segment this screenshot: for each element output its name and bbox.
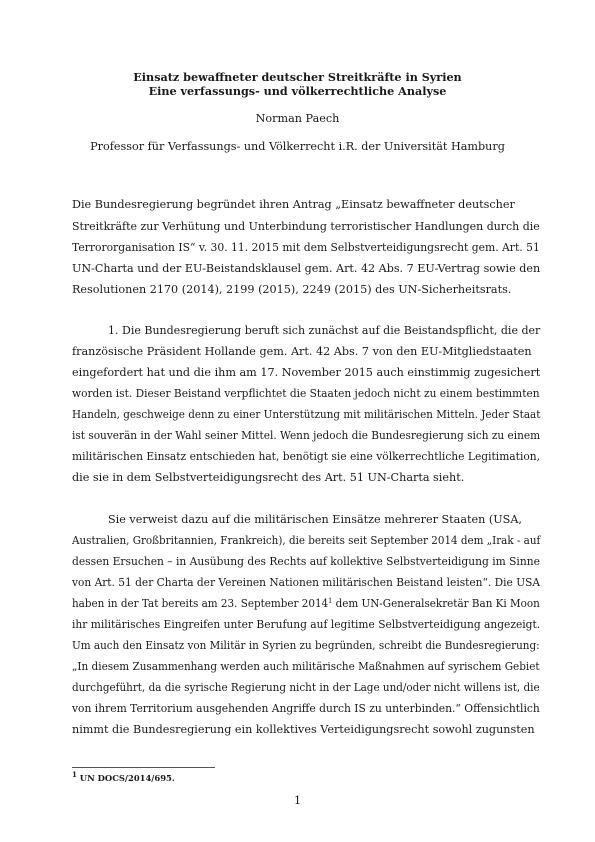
footnote-marker: 1: [72, 770, 77, 779]
text-line: Terrororganisation IS“ v. 30. 11. 2015 mit dem Selbstverteidigungsrecht gem. Art. 51: [72, 241, 540, 254]
text-line: UN-Charta und der EU-Beistandsklausel gem. Art. 42 Abs. 7 EU-Vertrag sowie den: [72, 262, 541, 275]
text-line: Handeln, geschweige denn zu einer Unterstützung mit militärischen Mitteln. Jeder Staat: [72, 408, 541, 421]
text-line: Streitkräfte zur Verhütung und Unterbindung terroristischer Handlungen durch die: [72, 220, 540, 233]
text-span: haben in der Tat bereits am 23. September 2014: [72, 597, 329, 610]
footnote-separator: [72, 767, 215, 768]
text-line: ist souverän in der Wahl seiner Mittel. Wenn jedoch die Bundesregierung sich zu einem: [72, 429, 541, 442]
author-affiliation: Professor für Verfassungs- und Völkerrecht i.R. der Universität Hamburg: [90, 140, 505, 153]
page-number: 1: [293, 794, 302, 807]
text-span: dem UN-Generalsekretär Ban Ki Moon: [332, 597, 540, 610]
text-line: Um auch den Einsatz von Militär in Syrien zu begründen, schreibt die Bundesregierung:: [72, 639, 540, 652]
text-line: die sie in dem Selbstverteidigungsrecht des Art. 51 UN-Charta sieht.: [72, 471, 465, 484]
footnote: [72, 770, 175, 784]
footnote-reference[interactable]: 1: [328, 597, 333, 605]
text-line: von ihrem Territorium ausgehenden Angriffe durch IS zu unterbinden.“ Offensichtlich: [72, 702, 540, 715]
text-line: Die Bundesregierung begründet ihren Antrag „Einsatz bewaffneter deutscher: [72, 198, 515, 211]
footnote-text: UN DOCS/2014/695.: [76, 773, 175, 783]
document-subtitle: Eine verfassungs- und völkerrechtliche Analyse: [148, 84, 447, 98]
text-line: nimmt die Bundesregierung ein kollektives Verteidigungsrecht sowohl zugunsten: [72, 723, 535, 736]
text-line: militärischen Einsatz entschieden hat, benötigt sie eine völkerrechtliche Legitimation,: [72, 450, 541, 463]
author-name: Norman Paech: [255, 112, 340, 125]
text-line-with-footnote: [72, 597, 540, 611]
text-line: von Art. 51 der Charta der Vereinen Nationen militärischen Beistand leisten“. Die USA: [72, 576, 541, 589]
text-line: durchgeführt, da die syrische Regierung nicht in der Lage und/oder nicht willens ist, die: [72, 681, 540, 694]
text-line: worden ist. Dieser Beistand verpflichtet die Staaten jedoch nicht zu einem bestimmten: [72, 387, 540, 400]
text-line: ihr militärisches Eingreifen unter Berufung auf legitime Selbstverteidigung angezeigt.: [72, 618, 541, 631]
text-line: Sie verweist dazu auf die militärischen Einsätze mehrerer Staaten (USA,: [108, 513, 522, 526]
text-line: Resolutionen 2170 (2014), 2199 (2015), 2249 (2015) des UN-Sicherheitsrats.: [72, 283, 512, 296]
text-line: eingefordert hat und die ihm am 17. November 2015 auch einstimmig zugesichert: [72, 366, 541, 379]
text-line: französische Präsident Hollande gem. Art. 42 Abs. 7 von den EU-Mitgliedstaaten: [72, 345, 532, 358]
text-line: 1. Die Bundesregierung beruft sich zunächst auf die Beistandspflicht, die der: [108, 324, 541, 337]
document-title: Einsatz bewaffneter deutscher Streitkräfte in Syrien: [133, 70, 462, 84]
text-line: Australien, Großbritannien, Frankreich), die bereits seit September 2014 dem „Irak - auf: [72, 534, 541, 547]
text-line: „In diesem Zusammenhang werden auch militärische Maßnahmen auf syrischem Gebiet: [72, 660, 540, 673]
text-line: dessen Ersuchen – in Ausübung des Rechts auf kollektive Selbstverteidigung im Sinne: [72, 555, 540, 568]
